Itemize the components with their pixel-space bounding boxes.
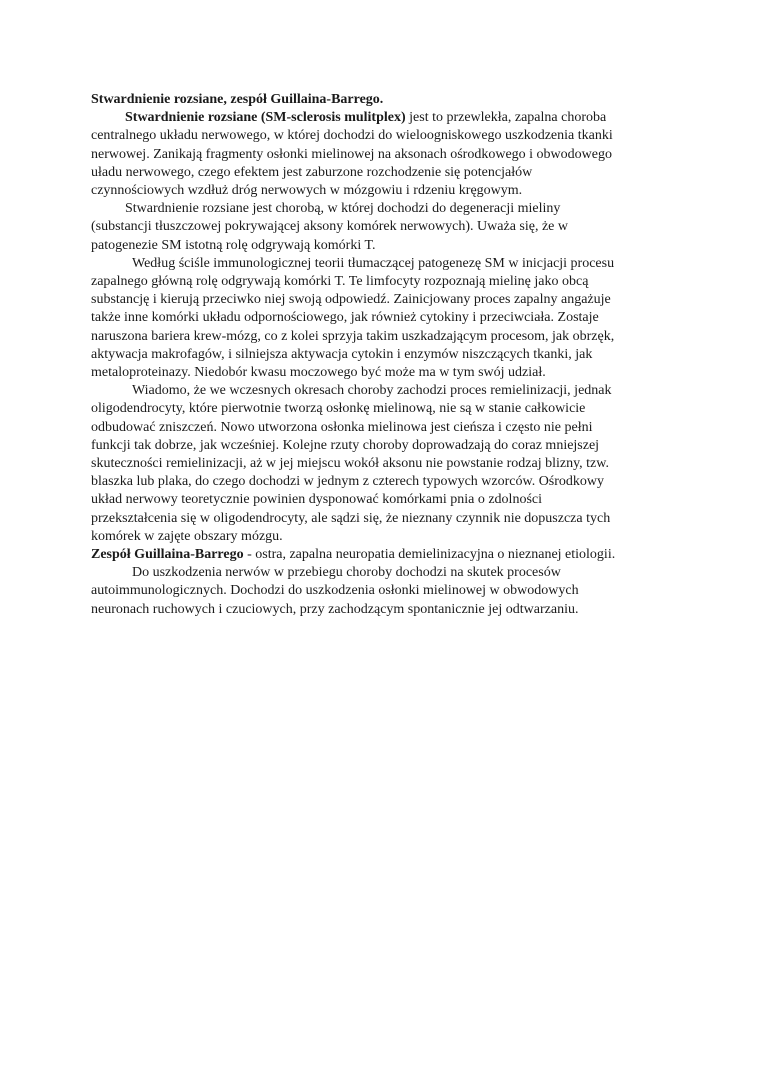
paragraph-6-line: Do uszkodzenia nerwów w przebiegu choroby dochodzi na skutek procesów bbox=[132, 565, 561, 581]
paragraph-3-line: zapalnego główną rolę odgrywają komórki T. Te limfocyty rozpoznają mielinę jako obcą bbox=[91, 274, 589, 290]
paragraph-6-line: neuronach ruchowych i czuciowych, przy zachodzącym spontanicznie jej odtwarzaniu. bbox=[91, 601, 579, 617]
paragraph-4-line: przekształcenia się w oligodendrocyty, ale sądzi się, że nieznany czynnik nie dopuszcza tych bbox=[91, 510, 611, 526]
paragraph-3-line: metaloproteinazy. Niedobór kwasu moczowego być może ma w tym swój udział. bbox=[91, 365, 546, 381]
paragraph-3-line: naruszona bariera krew-mózg, co z kolei sprzyja takim uszkadzającym procesom, jak obrzęk, bbox=[91, 328, 615, 344]
paragraph-1-line: uładu nerwowego, czego efektem jest zaburzone rozchodzenie się potencjałów bbox=[91, 164, 533, 180]
paragraph-4-line: odbudować zniszczeń. Nowo utworzona osłonka mielinowa jest cieńsza i często nie pełni bbox=[91, 419, 593, 435]
document-title: Stwardnienie rozsiane, zespół Guillaina-Barrego. bbox=[91, 92, 384, 107]
paragraph-3-line: substancję i kierują przeciwko niej swoją odpowiedź. Zainicjowany proces zapalny angażuje bbox=[91, 292, 611, 308]
paragraph-3-line: aktywacja makrofagów, i silniejsza aktywacja cytokin i enzymów niszczących tkanki, jak bbox=[91, 346, 593, 362]
paragraph-6-line: autoimmunologicznych. Dochodzi do uszkodzenia osłonki mielinowej w obwodowych bbox=[91, 583, 579, 599]
paragraph-2-line: patogenezie SM istotną rolę odgrywają komórki T. bbox=[91, 237, 376, 253]
paragraph-1-line-1: Stwardnienie rozsiane (SM-sclerosis mulitplex) jest to przewlekła, zapalna choroba bbox=[125, 110, 607, 126]
paragraph-4-line: Wiadomo, że we wczesnych okresach choroby zachodzi proces remielinizacji, jednak bbox=[132, 383, 612, 399]
paragraph-1-line: centralnego układu nerwowego, w której dochodzi do wieloogniskowego uszkodzenia tkanki bbox=[91, 128, 613, 144]
paragraph-5-line: Zespół Guillaina-Barrego - ostra, zapalna neuropatia demielinizacyjna o nieznanej etiologii. bbox=[91, 547, 616, 563]
paragraph-4-line: skuteczności remielinizacji, aż w jej miejscu wokół aksonu nie powstanie rodzaj blizny, tzw. bbox=[91, 456, 609, 472]
paragraph-1-lead: Stwardnienie rozsiane (SM-sclerosis mulitplex) bbox=[125, 110, 406, 126]
paragraph-2-line: Stwardnienie rozsiane jest chorobą, w której dochodzi do degeneracji mieliny bbox=[125, 201, 561, 217]
paragraph-4-line: komórek w zajęte obszary mózgu. bbox=[91, 528, 283, 544]
paragraph-5-lead: Zespół Guillaina-Barrego bbox=[91, 547, 244, 563]
paragraph-3-line: Według ściśle immunologicznej teorii tłumaczącej patogenezę SM w inicjacji procesu bbox=[132, 255, 615, 271]
paragraph-1-line: nerwowej. Zanikają fragmenty osłonki mielinowej na aksonach ośrodkowego i obwodowego bbox=[91, 146, 612, 162]
paragraph-4-line: blaszka lub plaka, do czego dochodzi w jednym z czterech typowych wzorców. Ośrodkowy bbox=[91, 474, 605, 490]
paragraph-3-line: także inne komórki układu odpornościowego, jak również cytokiny i przeciwciała. Zostaje bbox=[91, 310, 599, 326]
document-page bbox=[91, 91, 671, 619]
paragraph-4-line: układ nerwowy teoretycznie powinien dysponować komórkami pnia o zdolności bbox=[91, 492, 542, 508]
paragraph-4-line: oligodendrocyty, które pierwotnie tworzą osłonkę mielinową, nie są w stanie całkowicie bbox=[91, 401, 586, 417]
paragraph-1-line: czynnościowych wzdłuż dróg nerwowych w mózgowiu i rdzeniu kręgowym. bbox=[91, 183, 523, 199]
paragraph-4-line: funkcji tak dobrze, jak wcześniej. Kolejne rzuty choroby doprowadzają do coraz mniejszej bbox=[91, 437, 600, 453]
paragraph-2-line: (substancji tłuszczowej pokrywającej aksony komórek nerwowych). Uważa się, że w bbox=[91, 219, 568, 235]
